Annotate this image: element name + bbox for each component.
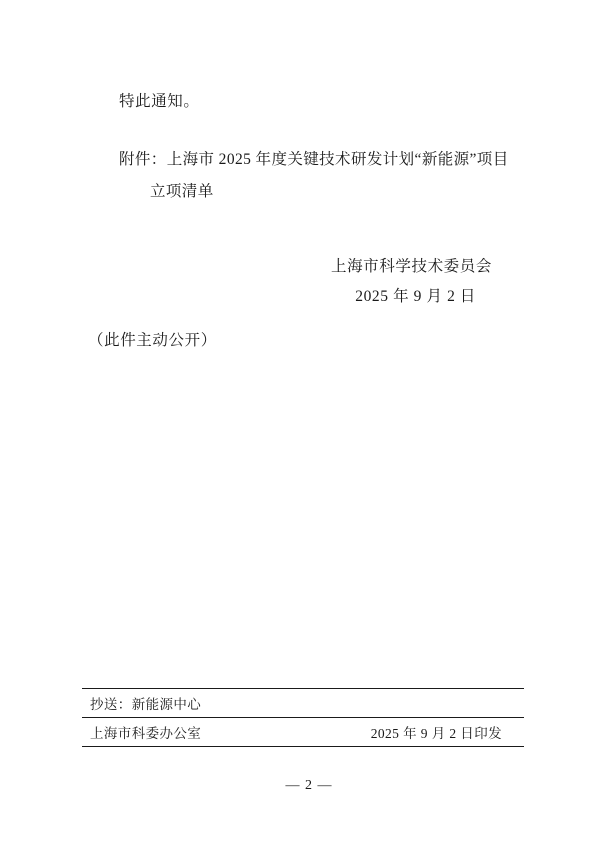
page-number-text: — 2 — [285, 778, 333, 793]
attachment-line-1: 附件：上海市 2025 年度关键技术研发计划“新能源”项目 [119, 151, 509, 168]
closing-note-paragraph: 特此通知。 [119, 93, 200, 110]
signature-block [88, 252, 520, 312]
footer-bottom-rule [82, 746, 524, 747]
signature-organization: 上海市科学技术委员会 [330, 258, 492, 275]
signature-date: 2025 年 9 月 2 日 [355, 288, 476, 305]
attachment-line-2: 立项清单 [150, 183, 214, 200]
footer-issuer-text: 上海市科委办公室 [90, 726, 202, 741]
attachment-block [88, 144, 520, 208]
footer-cc-text: 抄送：新能源中心 [90, 697, 202, 712]
page-number [0, 778, 600, 794]
footer-cc-row [82, 689, 524, 717]
footer-issue-date-text: 2025 年 9 月 2 日印发 [370, 726, 502, 741]
footer-issuer-row [82, 718, 524, 746]
document-body [88, 84, 520, 356]
document-footer [82, 688, 524, 747]
publication-note: （此件主动公开） [88, 332, 217, 349]
